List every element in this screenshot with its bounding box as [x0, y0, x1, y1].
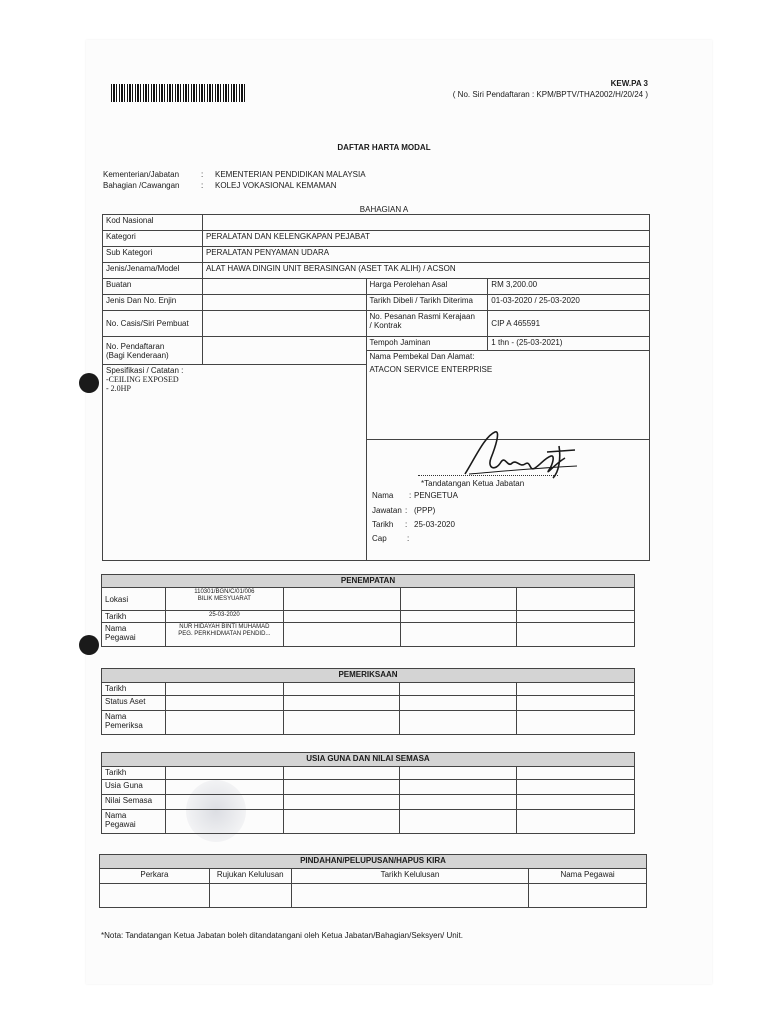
table-cell — [100, 884, 210, 908]
officer-name-label: Nama — [372, 491, 394, 500]
table-row — [100, 869, 647, 884]
label-line: Nama — [105, 712, 127, 721]
location-line: 110301/BGN/C/01/006 — [194, 589, 255, 595]
document-title: DAFTAR HARTA MODAL — [337, 143, 431, 152]
table-row — [102, 696, 635, 711]
table-cell — [400, 711, 517, 735]
table-cell: 25-03-2020 — [165, 611, 283, 623]
table-cell — [517, 711, 635, 735]
table-cell — [209, 884, 291, 908]
table-row — [103, 311, 650, 337]
table-cell — [165, 795, 283, 810]
column-header: Perkara — [100, 869, 210, 884]
punch-hole — [79, 373, 99, 393]
officer-stamp-label: Cap — [372, 534, 387, 543]
label-line: Pegawai — [105, 633, 136, 642]
signature-caption: *Tandatangan Ketua Jabatan — [421, 479, 525, 488]
row-label: Tarikh — [102, 767, 166, 780]
signature-image — [455, 428, 585, 482]
table-cell — [517, 588, 635, 611]
table-row — [102, 780, 635, 795]
table-cell — [400, 780, 517, 795]
table-cell — [400, 795, 517, 810]
field-label: Buatan — [103, 279, 203, 295]
table-cell — [517, 767, 635, 780]
table-row — [103, 231, 650, 247]
usage-value-header: USIA GUNA DAN NILAI SEMASA — [102, 753, 635, 767]
table-cell — [283, 696, 400, 711]
inspection-table — [101, 668, 635, 735]
table-row — [103, 263, 650, 279]
transfer-disposal-header: PINDAHAN/PELUPUSAN/HAPUS KIRA — [100, 855, 647, 869]
table-cell — [517, 810, 635, 834]
transfer-disposal-table — [99, 854, 647, 908]
placement-table — [101, 574, 635, 647]
field-value: 1 thn - (25-03-2021) — [488, 337, 650, 351]
table-cell — [283, 767, 400, 780]
table-row — [100, 884, 647, 908]
table-row — [102, 611, 635, 623]
field-value: ALAT HAWA DINGIN UNIT BERASINGAN (ASET TAK ALIH) / ACSON — [202, 263, 649, 279]
field-value: RM 3,200.00 — [488, 279, 650, 295]
table-cell — [165, 780, 283, 795]
column-header: Nama Pegawai — [529, 869, 647, 884]
table-cell — [165, 683, 283, 696]
signature-line — [418, 475, 558, 476]
table-cell — [283, 780, 400, 795]
table-cell — [283, 683, 400, 696]
officer-date-label: Tarikh — [372, 520, 394, 529]
field-value: PERALATAN PENYAMAN UDARA — [202, 247, 649, 263]
table-cell — [283, 795, 400, 810]
field-value — [202, 311, 366, 337]
division-colon: : — [201, 181, 204, 190]
table-cell — [400, 588, 517, 611]
officer-position-value: (PPP) — [414, 506, 436, 515]
table-row — [103, 295, 650, 311]
section-a-title: BAHAGIAN A — [359, 205, 409, 214]
field-value: CIP A 465591 — [488, 311, 650, 337]
supplier-value: ATACON SERVICE ENTERPRISE — [369, 365, 493, 374]
table-cell — [529, 884, 647, 908]
table-cell — [517, 611, 635, 623]
label-line: Nama — [105, 624, 127, 633]
pendaftaran-label-line2: (Bagi Kenderaan) — [106, 350, 169, 360]
row-label: Lokasi — [102, 588, 166, 611]
table-row — [103, 247, 650, 263]
division-label: Bahagian /Cawangan — [103, 181, 180, 190]
officer-line: NUR HIDAYAH BINTI MUHAMAD — [179, 624, 270, 630]
table-row — [103, 337, 650, 351]
supplier-label: Nama Pembekal Dan Alamat: — [369, 352, 475, 361]
table-cell — [400, 810, 517, 834]
field-label — [366, 311, 488, 337]
field-label: No. Casis/Siri Pembuat — [103, 311, 203, 337]
table-row — [100, 855, 647, 869]
table-row — [103, 279, 650, 295]
table-cell — [517, 780, 635, 795]
row-label: Usia Guna — [102, 780, 166, 795]
usage-value-table — [101, 752, 635, 834]
barcode — [111, 84, 245, 102]
table-cell — [400, 683, 517, 696]
punch-hole — [79, 635, 99, 655]
table-cell — [165, 696, 283, 711]
label-line: Pemeriksa — [105, 721, 143, 730]
table-cell — [283, 623, 400, 647]
field-value: PERALATAN DAN KELENGKAPAN PEJABAT — [202, 231, 649, 247]
table-cell — [517, 683, 635, 696]
table-row — [103, 215, 650, 231]
registration-number: ( No. Siri Pendaftaran : KPM/BPTV/THA2002/H/20/24 ) — [452, 90, 648, 99]
table-row — [102, 683, 635, 696]
officer-line: PEG. PERKHIDMATAN PENDID... — [178, 631, 271, 637]
row-label: Tarikh — [102, 611, 166, 623]
specification-label: Spesifikasi / Catatan : — [106, 366, 184, 375]
pesanan-label-line2: / Kontrak — [369, 321, 402, 330]
table-row — [102, 795, 635, 810]
inspection-header: PEMERIKSAAN — [102, 669, 635, 683]
label-line: Nama — [105, 811, 127, 820]
table-cell — [165, 767, 283, 780]
table-row — [102, 810, 635, 834]
field-label: Kategori — [103, 231, 203, 247]
specification-cell — [103, 365, 367, 561]
officer-cell — [165, 623, 283, 647]
pesanan-label-line1: No. Pesanan Rasmi Kerajaan — [369, 312, 475, 321]
table-cell — [400, 611, 517, 623]
location-cell — [165, 588, 283, 611]
row-label: Status Aset — [102, 696, 166, 711]
officer-colon: : — [409, 491, 412, 500]
field-value — [202, 337, 366, 365]
field-label: Harga Perolehan Asal — [366, 279, 488, 295]
ministry-colon: : — [201, 170, 204, 179]
field-label: Kod Nasional — [103, 215, 203, 231]
table-row — [102, 575, 635, 588]
field-value — [202, 279, 366, 295]
row-label: Tarikh — [102, 683, 166, 696]
table-cell — [400, 623, 517, 647]
table-row — [102, 711, 635, 735]
field-value — [202, 215, 649, 231]
officer-colon: : — [405, 520, 408, 529]
form-code: KEW.PA 3 — [610, 79, 648, 88]
table-row — [102, 753, 635, 767]
table-cell — [517, 696, 635, 711]
row-label — [102, 810, 166, 834]
officer-colon: : — [407, 534, 410, 543]
ministry-value: KEMENTERIAN PENDIDIKAN MALAYSIA — [215, 170, 366, 179]
field-label: Jenis Dan No. Enjin — [103, 295, 203, 311]
table-row — [102, 588, 635, 611]
field-label: Jenis/Jenama/Model — [103, 263, 203, 279]
ministry-label: Kementerian/Jabatan — [103, 170, 180, 179]
supplier-cell — [366, 351, 649, 440]
table-row — [102, 623, 635, 647]
table-cell — [283, 810, 400, 834]
officer-date-value: 25-03-2020 — [414, 520, 455, 529]
table-cell — [291, 884, 528, 908]
table-cell — [400, 767, 517, 780]
table-cell — [165, 711, 283, 735]
field-label: Tempoh Jaminan — [366, 337, 488, 351]
table-row — [102, 767, 635, 780]
table-cell — [517, 795, 635, 810]
field-label: Sub Kategori — [103, 247, 203, 263]
field-label — [103, 337, 203, 365]
field-label: Tarikh Dibeli / Tarikh Diterima — [366, 295, 488, 311]
table-cell — [165, 810, 283, 834]
row-label — [102, 711, 166, 735]
column-header: Tarikh Kelulusan — [291, 869, 528, 884]
field-value — [202, 295, 366, 311]
officer-name-value: PENGETUA — [414, 491, 459, 500]
table-row — [102, 669, 635, 683]
placement-header: PENEMPATAN — [102, 575, 635, 588]
officer-position-label: Jawatan — [372, 506, 402, 515]
pendaftaran-label-line1: No. Pendaftaran — [106, 341, 165, 351]
table-cell — [283, 588, 400, 611]
division-value: KOLEJ VOKASIONAL KEMAMAN — [215, 181, 337, 190]
field-value: 01-03-2020 / 25-03-2020 — [488, 295, 650, 311]
table-cell — [400, 696, 517, 711]
table-cell — [517, 623, 635, 647]
location-line: BILIK MESYUARAT — [197, 596, 251, 602]
table-cell — [283, 711, 400, 735]
row-label — [102, 623, 166, 647]
specification-line: -CEILING EXPOSED — [106, 375, 179, 384]
footnote: *Nota: Tandatangan Ketua Jabatan boleh ditandatangani oleh Ketua Jabatan/Bahagian/Seksyen/ Unit. — [101, 931, 463, 940]
column-header: Rujukan Kelulusan — [209, 869, 291, 884]
specification-line: - 2.0HP — [106, 384, 131, 393]
row-label: Nilai Semasa — [102, 795, 166, 810]
label-line: Pegawai — [105, 820, 136, 829]
officer-colon: : — [405, 506, 408, 515]
table-cell — [283, 611, 400, 623]
